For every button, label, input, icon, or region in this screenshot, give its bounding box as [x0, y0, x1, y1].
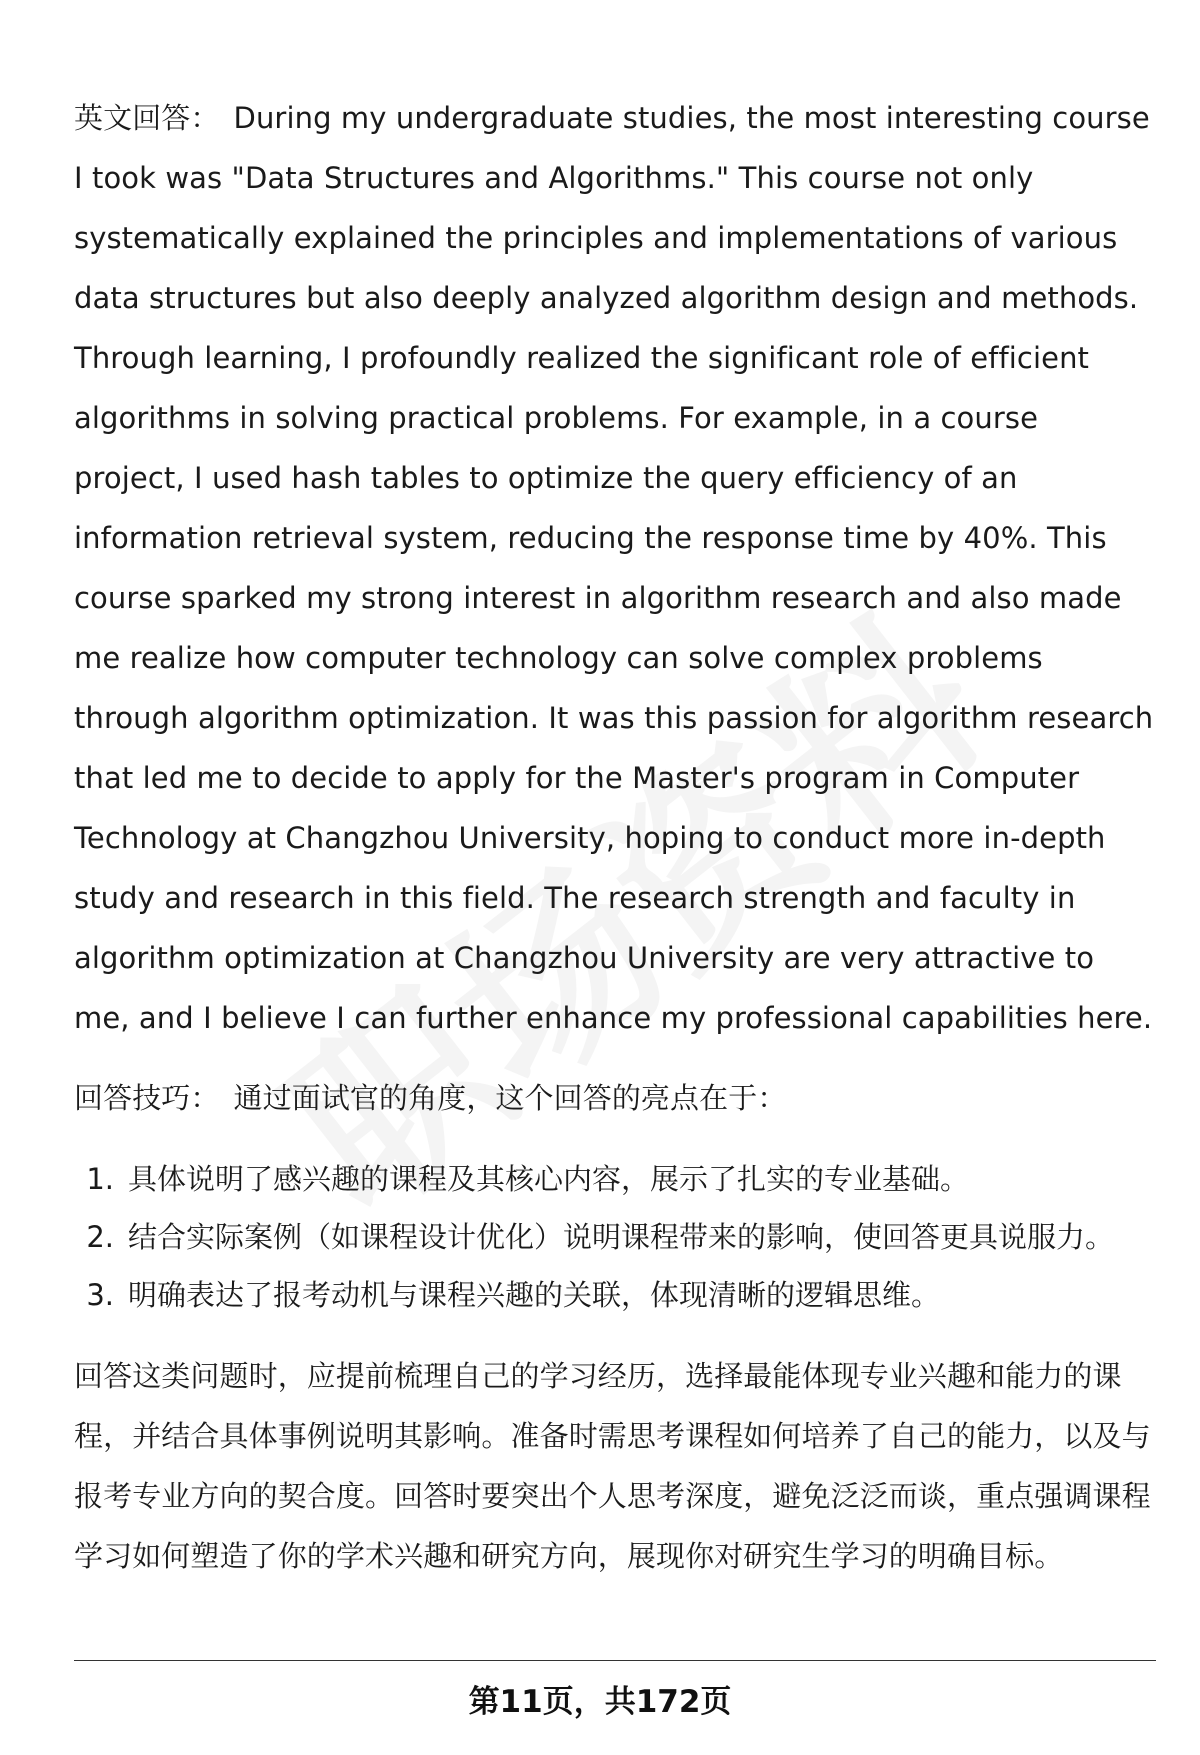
advice-paragraph: 回答这类问题时，应提前梳理自己的学习经历，选择最能体现专业兴趣和能力的课程，并结合具体事例说明其影响。准备时需思考课程如何培养了自己的能力，以及与报考专业方向的契合度。回答时要突出个人思考深度，避免泛泛而谈，重点强调课程学习如何塑造了你的学术兴趣和研究方向，展现你对研究生学习的明确目标。 — [74, 1359, 1151, 1573]
answer-tips-heading — [74, 1068, 1154, 1128]
list-item-text: 具体说明了感兴趣的课程及其核心内容，展示了扎实的专业基础。 — [128, 1162, 970, 1196]
list-item-number: 3. — [86, 1278, 114, 1312]
list-item-text: 结合实际案例（如课程设计优化）说明课程带来的影响，使回答更具说服力。 — [128, 1220, 1115, 1254]
page-content — [74, 88, 1154, 1586]
answer-tips-label: 回答技巧： — [74, 1081, 220, 1115]
answer-tips-list — [74, 1150, 1154, 1324]
list-item-number: 1. — [86, 1162, 114, 1196]
list-item-number: 2. — [86, 1220, 114, 1254]
list-item — [74, 1208, 1154, 1266]
page-number: 第11页，共172页 — [468, 1684, 732, 1720]
english-answer-paragraph — [74, 88, 1154, 1048]
answer-tips-intro: 通过面试官的角度，这个回答的亮点在于： — [233, 1081, 787, 1115]
list-item-text: 明确表达了报考动机与课程兴趣的关联，体现清晰的逻辑思维。 — [128, 1278, 941, 1312]
list-item — [74, 1266, 1154, 1324]
footer-divider — [74, 1660, 1156, 1661]
list-item — [74, 1150, 1154, 1208]
english-answer-label: 英文回答： — [74, 101, 220, 135]
english-answer-text: During my undergraduate studies, the most interesting course I took was "Data Structures and Algorithms." This course not only systematically explained the principles and implementations of various data structures but also deeply analyzed algorithm design and methods. Through learning, I profoundly realized the significant role of efficient algorithms in solving practical problems. For example, in a course project, I used hash tables to optimize the query efficiency of an information retrieval system, reducing the response time by 40%. This course sparked my strong interest in algorithm research and also made me realize how computer technology can solve complex problems through algorithm optimization. It was this passion for algorithm research that led me to decide to apply for the Master's program in Computer Technology at Changzhou University, hoping to conduct more in-depth study and research in this field. The research strength and faculty in algorithm optimization at Changzhou University are very attractive to me, and I believe I can further enhance my professional capabilities here. — [74, 101, 1154, 1035]
